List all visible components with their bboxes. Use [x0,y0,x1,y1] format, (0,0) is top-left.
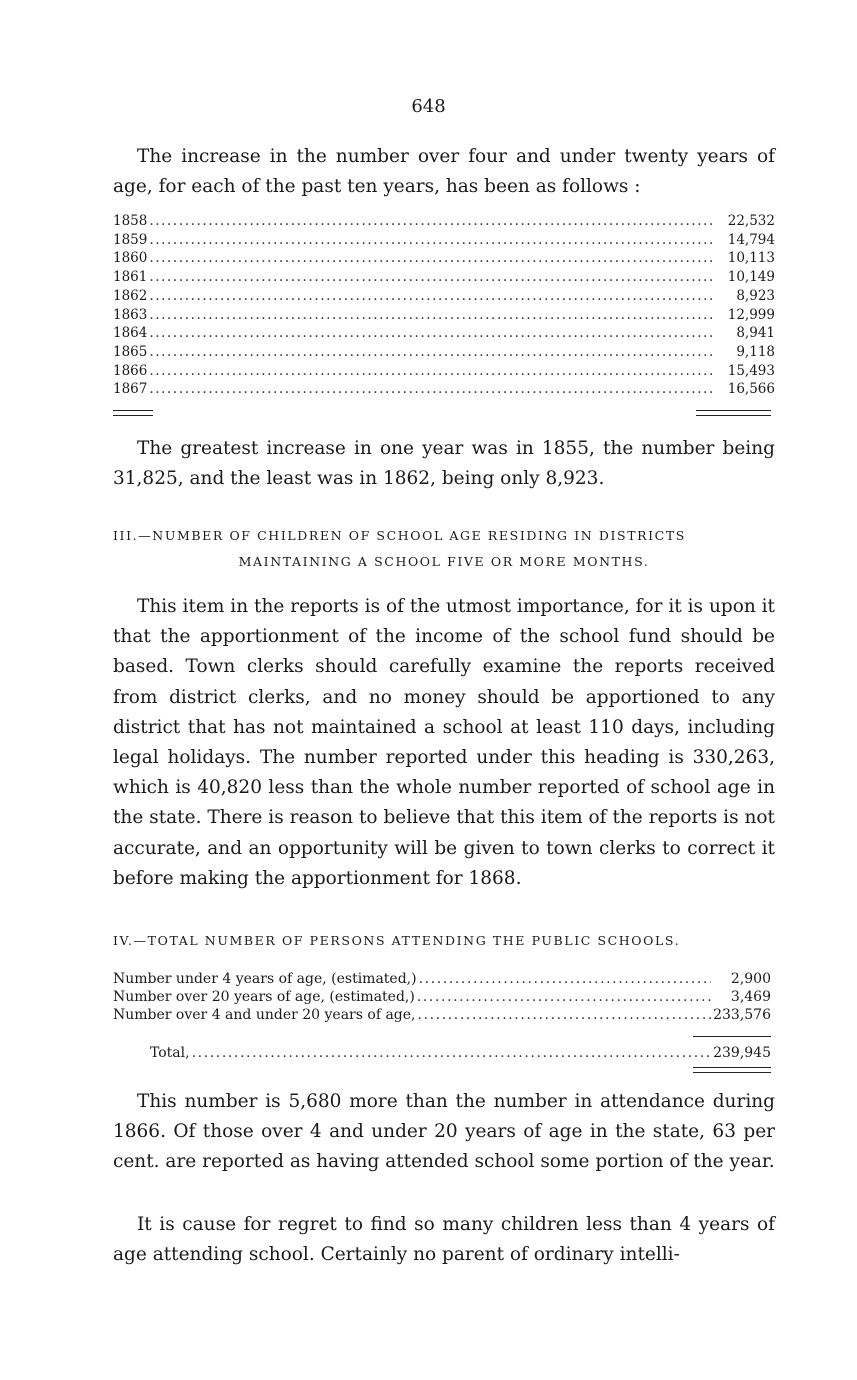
leader-dots [192,1044,711,1062]
increase-value: 22,532 [727,213,775,229]
regret-paragraph: It is cause for regret to find so many children less than 4 years of age attending school. Certainly no parent of ordinary intelli- [113,1214,775,1266]
increase-value: 15,493 [727,362,775,379]
page-number: 648 [411,96,446,117]
increase-value: 9,118 [736,343,775,360]
increase-value: 8,941 [736,325,775,342]
leader-dots [149,324,715,343]
year-label: 1867 [113,381,148,398]
subtotal-rule [693,1036,771,1037]
table-row [113,970,771,988]
year-label: 1865 [113,343,148,360]
attendance-label: Number over 20 years of age, (estimated,) [113,989,415,1005]
leader-dots [149,343,715,362]
increase-table [113,212,775,399]
table-row [113,287,775,306]
table-row [113,249,775,268]
table-rule-left [113,410,153,416]
table-row [113,324,775,343]
attendance-label: Number under 4 years of age, (estimated,) [113,971,417,987]
section-3-paragraph: This item in the reports is of the utmost importance, for it is upon it that the apportionment of the income of the school fund should be based. Town clerks should carefully examine the reports received from district clerks, and no money should be apportioned to any district that has not maintained a school at least 110 days, including legal holidays. The number reported under this heading is 330,263, which is 40,820 less than the whole number reported of school age in the state. There is reason to believe that this item of the reports is not accurate, and an opportunity will be given to town clerks to correct it before making the apportionment for 1868. [113,596,775,889]
table-row [113,380,775,399]
year-label: 1859 [113,231,148,248]
year-label: 1862 [113,287,148,304]
table-row [150,1044,771,1062]
table-row [113,988,771,1006]
leader-dots [149,362,715,381]
attendance-value: 233,576 [713,1007,771,1023]
section-4-heading-text: IV.—TOTAL NUMBER OF PERSONS ATTENDING THE PUBLIC SCHOOLS. [113,933,681,948]
increase-value: 10,113 [727,250,775,267]
year-label: 1863 [113,306,148,323]
table-row [113,268,775,287]
increase-value: 10,149 [727,269,775,286]
intro-paragraph: The increase in the number over four and under twenty years of age, for each of the past ten years, has been as follows : [113,146,775,198]
total-rule [693,1067,771,1073]
total-value: 239,945 [713,1045,771,1061]
attendance-value: 3,469 [730,989,771,1005]
table-row [113,362,775,381]
attendance-value: 2,900 [730,971,771,987]
leader-dots [419,970,711,988]
year-label: 1864 [113,325,148,342]
attendance-table [113,970,771,1024]
leader-dots [149,268,715,287]
attendance-paragraph: This number is 5,680 more than the number in attendance during 1866. Of those over 4 and under 20 years of age in the state, 63 per cent. are reported as having attended school some portion of the year. [113,1091,775,1173]
year-label: 1866 [113,362,148,379]
leader-dots [149,380,715,399]
year-label: 1858 [113,213,148,229]
total-row [150,1044,771,1062]
table-row [113,306,775,325]
leader-dots [149,231,715,250]
table-row [113,212,775,231]
total-label: Total, [150,1045,190,1061]
increase-value: 8,923 [736,287,775,304]
year-label: 1861 [113,269,148,286]
table-rule-right [696,410,771,416]
leader-dots [149,212,715,231]
increase-value: 14,794 [727,231,775,248]
leader-dots [417,988,711,1006]
greatest-increase-paragraph: The greatest increase in one year was in 1855, the number being 31,825, and the least was in 1862, being only 8,923. [113,438,775,490]
leader-dots [149,306,715,325]
leader-dots [418,1006,712,1024]
table-row [113,343,775,362]
attendance-label: Number over 4 and under 20 years of age, [113,1007,416,1023]
increase-value: 16,566 [727,381,775,398]
table-row [113,1006,771,1024]
leader-dots [149,287,715,306]
table-row [113,231,775,250]
section-3-heading-line1: III.—NUMBER OF CHILDREN OF SCHOOL AGE RESIDING IN DISTRICTS [113,528,686,543]
section-4-heading [113,928,775,954]
leader-dots [149,249,715,268]
section-3-heading [113,523,775,575]
section-3-heading-line2: MAINTAINING A SCHOOL FIVE OR MORE MONTHS. [238,554,650,569]
increase-value: 12,999 [727,306,775,323]
year-label: 1860 [113,250,148,267]
